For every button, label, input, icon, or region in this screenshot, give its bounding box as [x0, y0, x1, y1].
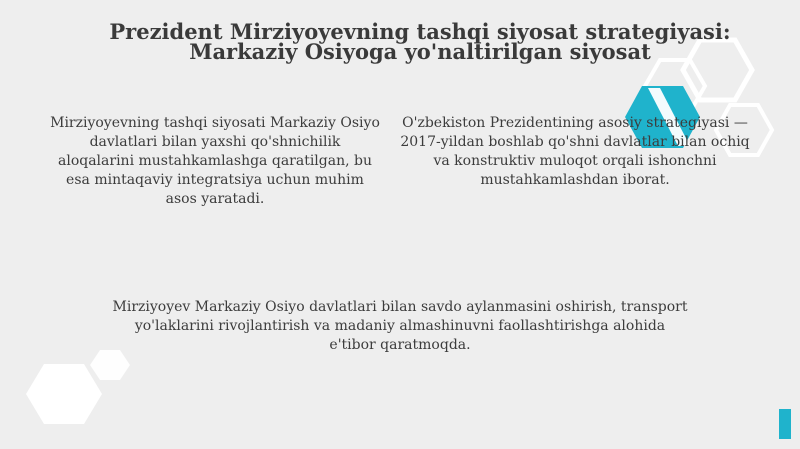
paragraph-bottom: Mirziyoyev Markaziy Osiyo davlatlari bilan savdo aylanmasini oshirish, transport yo'laklarini rivojlantirish va madaniy almashinuvni faollashtirishga alohida e'tibor qaratmoqda.: [112, 299, 688, 353]
paragraph-right: O'zbekiston Prezidentining asosiy strategiyasi — 2017-yildan boshlab qo'shni davlatlar bilan ochiq va konstruktiv muloqot orqali ishonchni mustahkamlashdan iborat.: [400, 115, 750, 188]
scroll-tab[interactable]: [779, 409, 791, 439]
hexagon-white-large: [26, 364, 102, 424]
slide-title: Prezident Mirziyoyevning tashqi siyosat strategiyasi: Markaziy Osiyoga yo'naltirilgan siyosat: [109, 19, 731, 64]
paragraph-left: Mirziyoyevning tashqi siyosati Markaziy Osiyo davlatlari bilan yaxshi qo'shnichilik aloqalarini mustahkamlashga qaratilgan, bu esa mintaqaviy integratsiya uchun muhim asos yaratadi.: [50, 115, 380, 207]
